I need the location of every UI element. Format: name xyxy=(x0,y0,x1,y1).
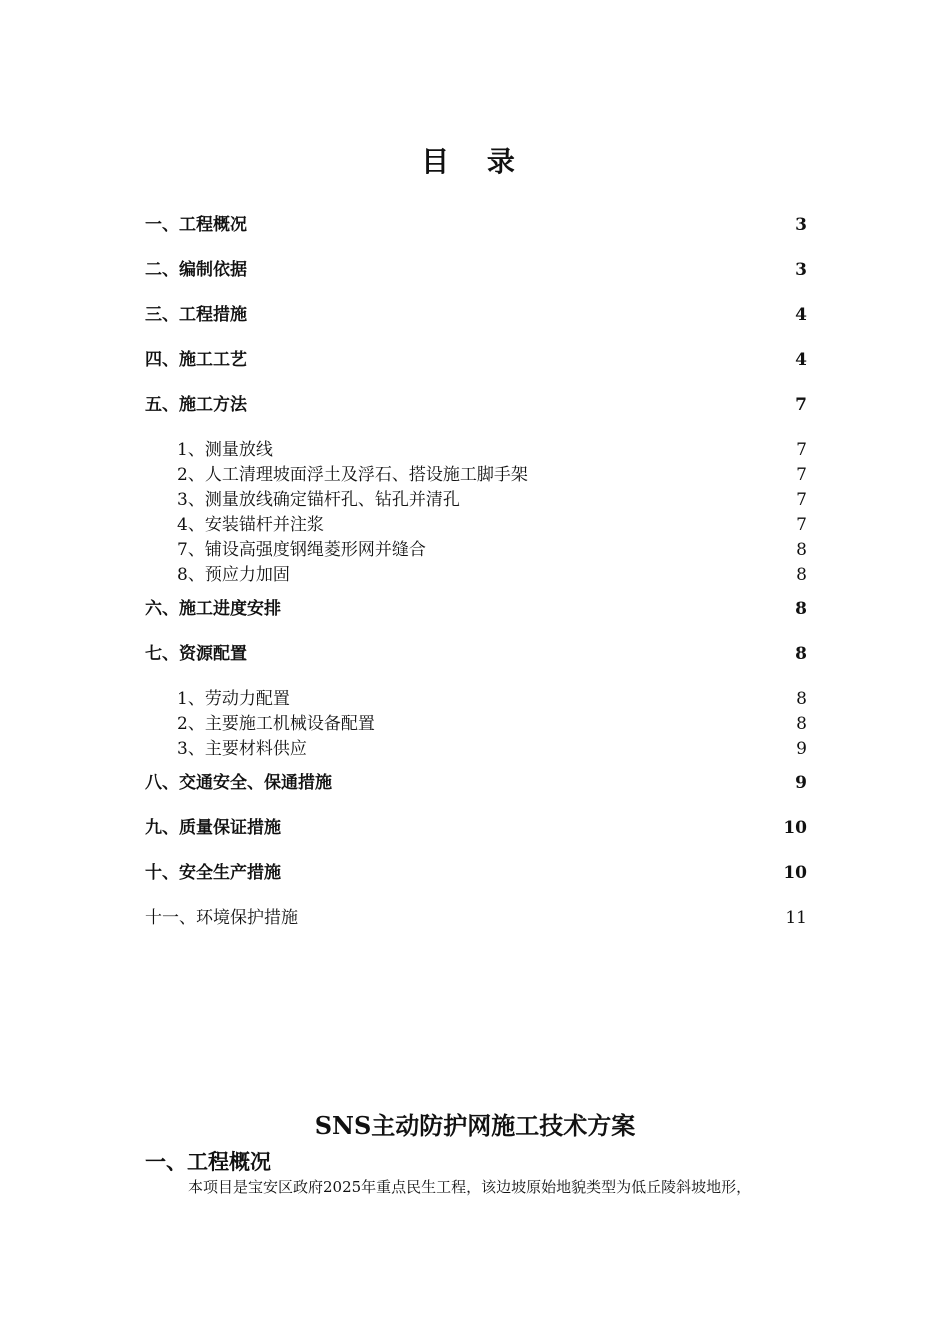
toc-entry-label: 一、工程概况 xyxy=(145,215,247,235)
toc-entry-page: 4 xyxy=(795,350,807,370)
toc-entry-label: 7、铺设高强度钢绳菱形网并缝合 xyxy=(177,540,426,560)
toc-entry-page: 3 xyxy=(795,260,807,280)
toc-entry[interactable] xyxy=(145,768,807,793)
toc-title: 目 录 xyxy=(421,145,529,178)
toc-entry-page: 9 xyxy=(795,773,807,793)
toc-entry-page: 8 xyxy=(795,644,807,664)
toc-entry-label: 1、劳动力配置 xyxy=(177,689,290,709)
toc-subentry[interactable] xyxy=(177,485,807,510)
toc-entry-page: 10 xyxy=(783,863,807,883)
toc-entry-page: 10 xyxy=(783,818,807,838)
toc-entry-label: 2、主要施工机械设备配置 xyxy=(177,714,375,734)
body-paragraph: 本项目是宝安区政府2025年重点民生工程，该边坡原始地貌类型为低丘陵斜坡地形， xyxy=(188,1178,752,1196)
toc-entry-label: 十、安全生产措施 xyxy=(145,863,281,883)
toc-entry-label: 三、工程措施 xyxy=(145,305,247,325)
toc-entry-page: 8 xyxy=(796,714,807,734)
document-title: SNS主动防护网施工技术方案 xyxy=(314,1111,636,1140)
toc-entry-label: 四、施工工艺 xyxy=(145,350,247,370)
toc-subentry[interactable] xyxy=(177,510,807,535)
toc-entry[interactable] xyxy=(145,858,807,883)
toc-subentry[interactable] xyxy=(177,460,807,485)
toc-subentry[interactable] xyxy=(177,734,807,759)
toc-entry-label: 九、质量保证措施 xyxy=(145,818,281,838)
toc-entry[interactable] xyxy=(145,210,807,235)
toc-entry[interactable] xyxy=(145,639,807,664)
toc-entry-page: 7 xyxy=(795,395,807,415)
toc-subentry[interactable] xyxy=(177,435,807,460)
toc-subentry[interactable] xyxy=(177,684,807,709)
section-heading: 一、工程概况 xyxy=(145,1150,271,1174)
toc-entry-label: 五、施工方法 xyxy=(145,395,247,415)
toc-entry[interactable] xyxy=(145,255,807,280)
toc-entry-page: 4 xyxy=(795,305,807,325)
toc-entry-page: 9 xyxy=(796,739,807,759)
toc-entry-page: 8 xyxy=(796,565,807,585)
toc-subentry[interactable] xyxy=(177,560,807,585)
toc-entry-page: 8 xyxy=(796,689,807,709)
toc-entry[interactable] xyxy=(145,300,807,325)
toc-entry[interactable] xyxy=(145,345,807,370)
toc-entry[interactable] xyxy=(145,594,807,619)
toc-entry-page: 7 xyxy=(796,490,807,510)
toc-entry-page: 11 xyxy=(785,908,807,928)
toc-entry-label: 2、人工清理坡面浮土及浮石、搭设施工脚手架 xyxy=(177,465,528,485)
toc-entry[interactable] xyxy=(145,903,807,928)
toc-entry-page: 7 xyxy=(796,515,807,535)
toc-entry-page: 3 xyxy=(795,215,807,235)
toc-subentry[interactable] xyxy=(177,535,807,560)
toc-entry-label: 六、施工进度安排 xyxy=(145,599,281,619)
toc-entry-label: 二、编制依据 xyxy=(145,260,247,280)
toc-entry-label: 4、安装锚杆并注浆 xyxy=(177,515,324,535)
toc-entry-label: 8、预应力加固 xyxy=(177,565,290,585)
toc-entry[interactable] xyxy=(145,813,807,838)
toc-entry-page: 8 xyxy=(795,599,807,619)
toc-subentry[interactable] xyxy=(177,709,807,734)
toc-entry-label: 3、测量放线确定锚杆孔、钻孔并清孔 xyxy=(177,490,460,510)
toc-entry-label: 1、测量放线 xyxy=(177,440,273,460)
toc-entry[interactable] xyxy=(145,390,807,415)
toc-entry-label: 3、主要材料供应 xyxy=(177,739,307,759)
toc-entry-page: 7 xyxy=(796,465,807,485)
toc-entry-label: 十一、环境保护措施 xyxy=(145,908,298,928)
toc-entry-label: 八、交通安全、保通措施 xyxy=(145,773,332,793)
toc-entry-label: 七、资源配置 xyxy=(145,644,247,664)
toc-entry-page: 8 xyxy=(796,540,807,560)
toc-entry-page: 7 xyxy=(796,440,807,460)
